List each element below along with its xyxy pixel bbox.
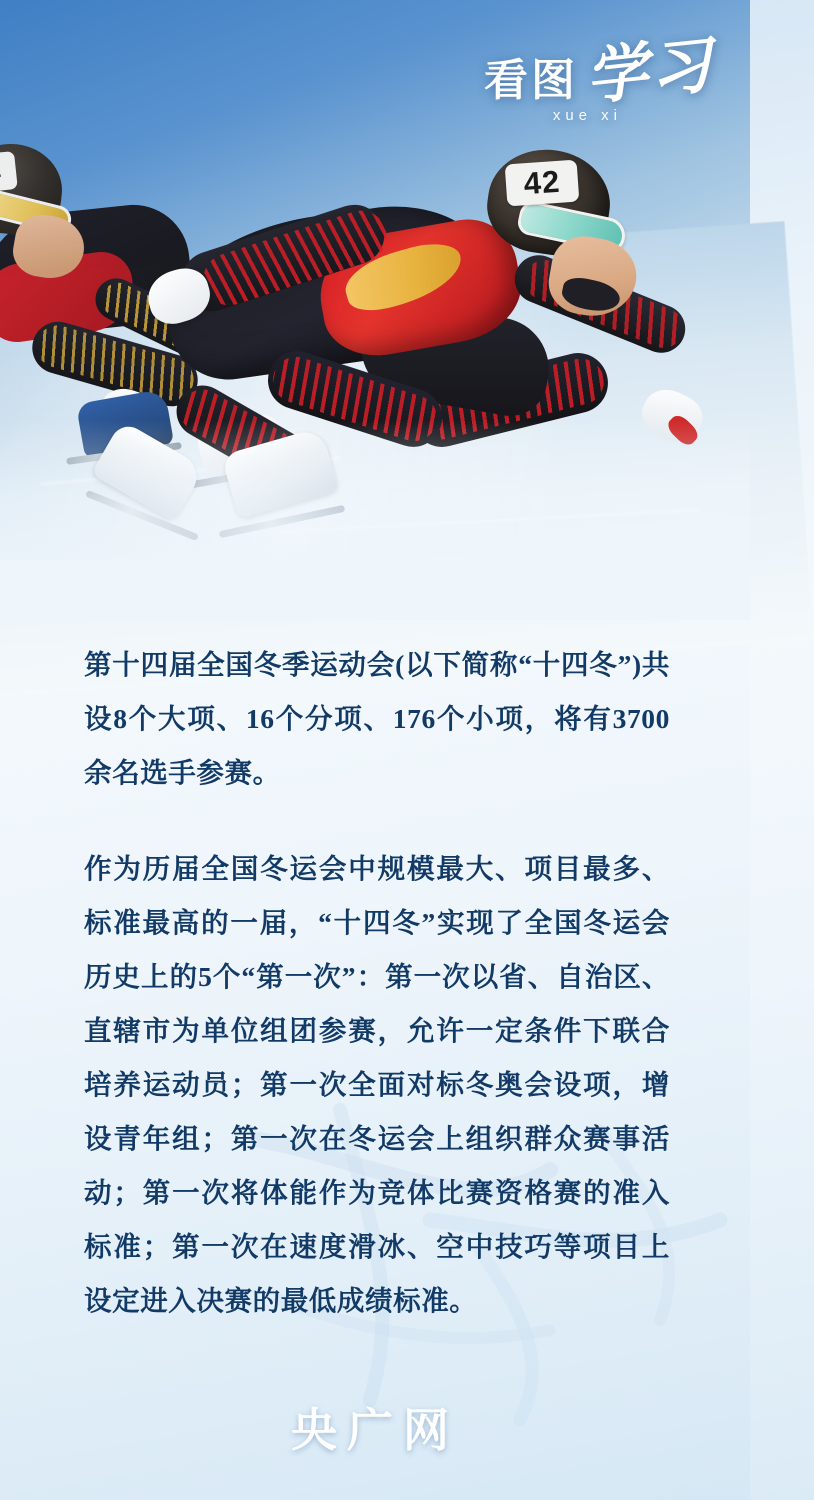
brand-logo xyxy=(483,31,717,125)
paragraph-1: 第十四届全国冬季运动会(以下简称“十四冬”)共设8个大项、16个分项、176个小项，将有3700余名选手参赛。 xyxy=(84,649,670,788)
brand-title-main: 看图 xyxy=(483,56,578,106)
footer xyxy=(0,1394,750,1460)
brand-logo-row xyxy=(483,31,717,113)
athlete-front-bib-number: 42 xyxy=(505,160,580,207)
paragraph-2: 作为历届全国冬运会中规模最大、项目最多、标准最高的一届，“十四冬”实现了全国冬运会历史上的5个“第一次”：第一次以省、自治区、直辖市为单位组团参赛，允许一定条件下联合培养运动员；第一次全面对标冬奥会设项，增设青年组；第一次在冬运会上组织群众赛事活动；第一次将体能作为竞体比赛资格赛的准入标准；第一次在速度滑冰、空中技巧等项目上设定进入决赛的最低成绩标准。 xyxy=(84,853,670,1316)
publisher-logo: 央广网 xyxy=(291,1405,459,1456)
article-body xyxy=(84,638,670,1328)
brand-title-script: 学习 xyxy=(582,31,717,113)
brand-pinyin: xue xi xyxy=(552,107,622,125)
photo-bottom-fade xyxy=(0,420,750,620)
